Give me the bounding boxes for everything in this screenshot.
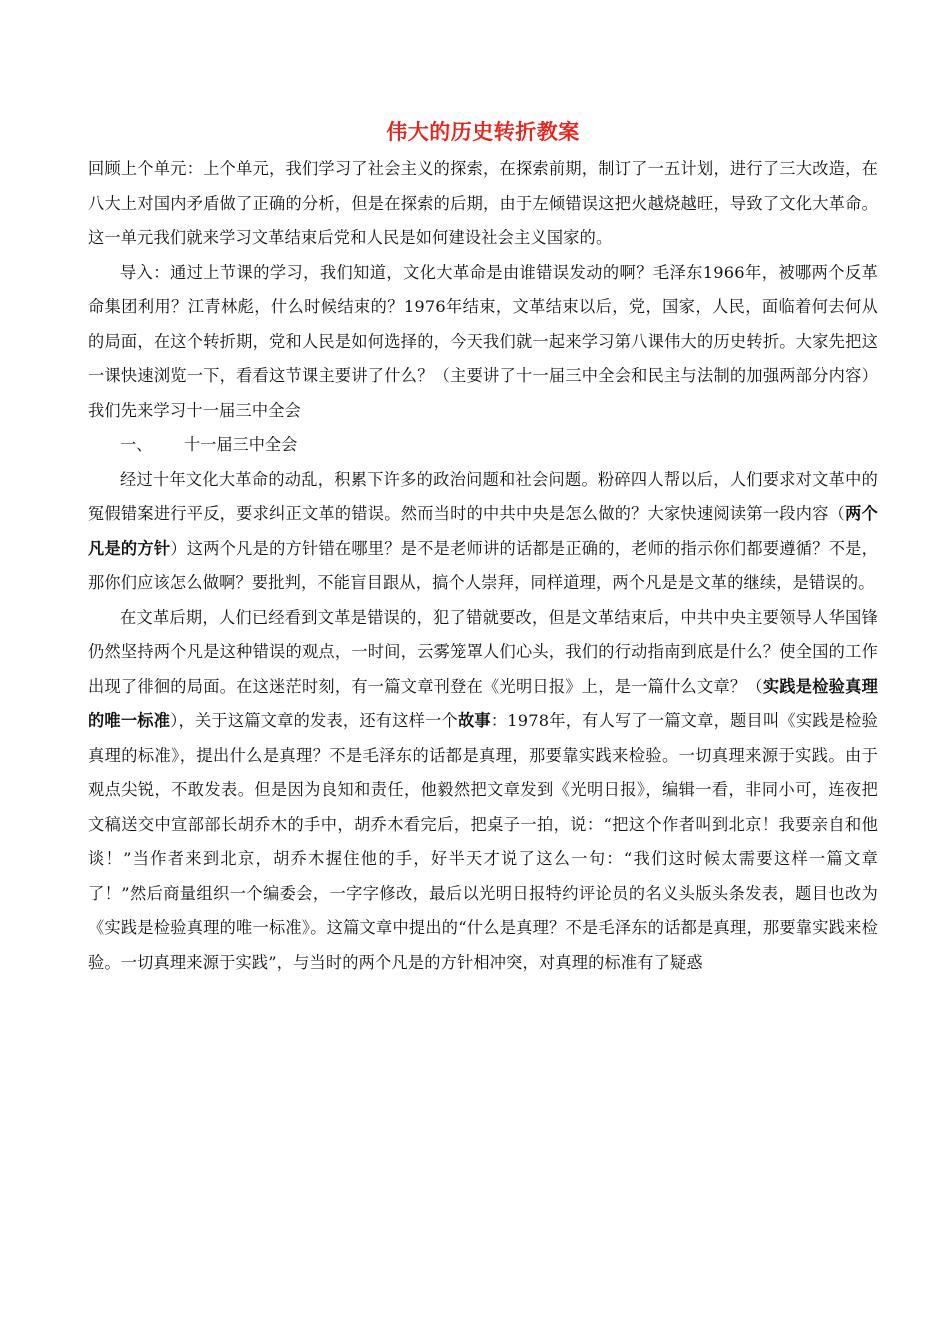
review-paragraph: 回顾上个单元：上个单元，我们学习了社会主义的探索，在探索前期，制订了一五计划，进行了三大改造，在八大上对国内矛盾做了正确的分析，但是在探索的后期，由于左倾错误这把火越烧越旺，导致了文化大革命。这一单元我们就来学习文革结束后党和人民是如何建设社会主义国家的。 <box>88 159 878 247</box>
bold-term: 故事 <box>457 711 491 730</box>
intro-paragraph: 导入：通过上节课的学习，我们知道，文化大革命是由谁错误发动的啊？毛泽东1966年，被哪两个反革命集团利用？江青林彪，什么时候结束的？1976年结束，文革结束以后，党，国家，人民，面临着何去何从的局面，在这个转折期，党和人民是如何选择的，今天我们就一起来学习第八课伟大的历史转折。大家先把这一课快速浏览一下，看看这节课主要讲了什么？（主要讲了十一届三中全会和民主与法制的加强两部分内容）我们先来学习十一届三中全会 <box>88 262 878 420</box>
bold-term: 实践是检验真理的唯一标准 <box>88 676 878 730</box>
section-number: 一、 <box>120 435 153 454</box>
paragraph-text: ）这两个凡是的方针错在哪里？是不是老师讲的话都是正确的，老师的指示你们都要遵循？不是，那你们应该怎么做啊？要批判，不能盲目跟从，搞个人崇拜，同样道理，两个凡是是文革的继续，是错误的。 <box>88 538 879 592</box>
document-page <box>88 118 878 980</box>
paragraph-text: ：1978年，有人写了一篇文章，题目叫《实践是检验真理的标准》，提出什么是真理？不是毛泽东的话都是真理，那要靠实践来检验。一切真理来源于实践。由于观点尖锐，不敢发表。但是因为良知和责任，他毅然把文章发到《光明日报》，编辑一看，非同小可，连夜把文稿送交中宣部部长胡乔木的手中，胡乔木看完后，把桌子一拍，说：“把这个作者叫到北京！我要亲自和他谈！”当作者来到北京，胡乔木握住他的手，好半天才说了这么一句：“我们这时候太需要这样一篇文章了！”然后商量组织一个编委会，一字字修改，最后以光明日报特约评论员的名义头版头条发表，题目也改为《实践是检验真理的唯一标准》。这篇文章中提出的“什么是真理？不是毛泽东的话都是真理，那要靠实践来检验。一切真理来源于实践”，与当时的两个凡是的方针相冲突，对真理的标准有了疑惑 <box>88 711 878 972</box>
bold-term: 两个凡是的方针 <box>88 504 878 558</box>
section-title: 十一届三中全会 <box>184 435 298 454</box>
paragraph-text: ），关于这篇文章的发表，还有这样一个 <box>170 711 458 730</box>
paragraph-text: 经过十年文化大革命的动乱，积累下许多的政治问题和社会问题。粉碎四人帮以后，人们要求对文革中的冤假错案进行平反，要求纠正文革的错误。然而当时的中共中央是怎么做的？大家快速阅读第一段内容（ <box>88 469 878 523</box>
body-paragraph-1 <box>88 463 878 601</box>
paragraph-text: 在文革后期，人们已经看到文革是错误的，犯了错就要改，但是文革结束后，中共中央主要领导人华国锋仍然坚持两个凡是这种错误的观点，一时间，云雾笼罩人们心头，我们的行动指南到底是什么？使全国的工作出现了徘徊的局面。在这迷茫时刻，有一篇文章刊登在《光明日报》上，是一篇什么文章？（ <box>88 607 878 696</box>
section-heading <box>88 428 878 463</box>
body-paragraph-2 <box>88 601 878 981</box>
document-title: 伟大的历史转折教案 <box>386 119 580 144</box>
